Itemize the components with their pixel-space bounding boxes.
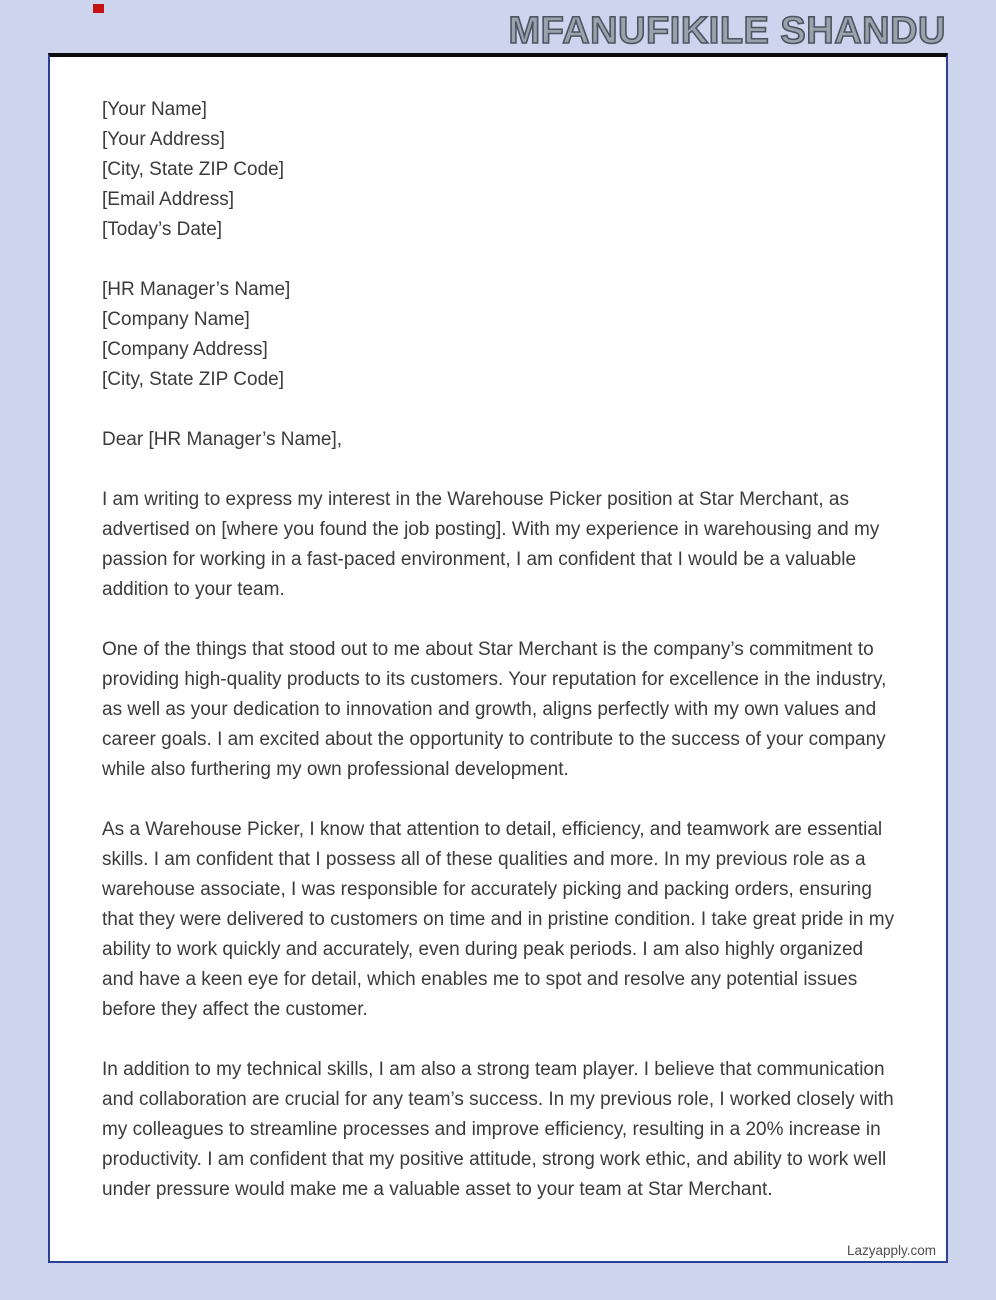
- letter-page: [48, 53, 948, 1263]
- paragraph-company-interest: One of the things that stood out to me about Star Merchant is the company’s commitment to providing high-quality products to its customers. Your reputation for excellence in the industry, as well as your dedication to innovation and growth, aligns perfectly with my own values and career goals. I am excited about the opportunity to contribute to the success of your company while also furthering my own professional development.: [102, 639, 887, 780]
- corner-mark-icon: [93, 4, 104, 13]
- sender-city-state-zip: [City, State ZIP Code]: [102, 159, 284, 180]
- sender-name: [Your Name]: [102, 99, 207, 120]
- paragraph-teamwork: In addition to my technical skills, I am also a strong team player. I believe that communication and collaboration are crucial for any team’s success. In my previous role, I worked closely with my colleagues to streamline processes and improve efficiency, resulting in a 20% increase in productivity. I am confident that my positive attitude, strong work ethic, and ability to work well under pressure would make me a valuable asset to your team at Star Merchant.: [102, 1059, 894, 1200]
- letter-content: [50, 57, 946, 1205]
- recipient-city-state-zip: [City, State ZIP Code]: [102, 369, 284, 390]
- recipient-block: [102, 275, 900, 395]
- page-title: MFANUFIKILE SHANDU: [508, 10, 946, 52]
- recipient-company: [Company Name]: [102, 309, 250, 330]
- sender-address: [Your Address]: [102, 129, 225, 150]
- recipient-address: [Company Address]: [102, 339, 268, 360]
- sender-block: [102, 95, 900, 245]
- salutation: Dear [HR Manager’s Name],: [102, 429, 343, 450]
- letter-date: [Today’s Date]: [102, 219, 223, 240]
- paragraph-intro: I am writing to express my interest in the Warehouse Picker position at Star Merchant, as advertised on [where you found the job posting]. With my experience in warehousing and my passion for working in a fast-paced environment, I am confident that I would be a valuable addition to your team.: [102, 489, 880, 600]
- watermark: Lazyapply.com: [841, 1243, 936, 1258]
- paragraph-skills: As a Warehouse Picker, I know that attention to detail, efficiency, and teamwork are essential skills. I am confident that I possess all of these qualities and more. In my previous role as a warehouse associate, I was responsible for accurately picking and packing orders, ensuring that they were delivered to customers on time and in pristine condition. I take great pride in my ability to work quickly and accurately, even during peak periods. I am also highly organized and have a keen eye for detail, which enables me to spot and resolve any potential issues before they affect the customer.: [102, 819, 895, 1020]
- sender-email: [Email Address]: [102, 189, 234, 210]
- recipient-name: [HR Manager’s Name]: [102, 279, 291, 300]
